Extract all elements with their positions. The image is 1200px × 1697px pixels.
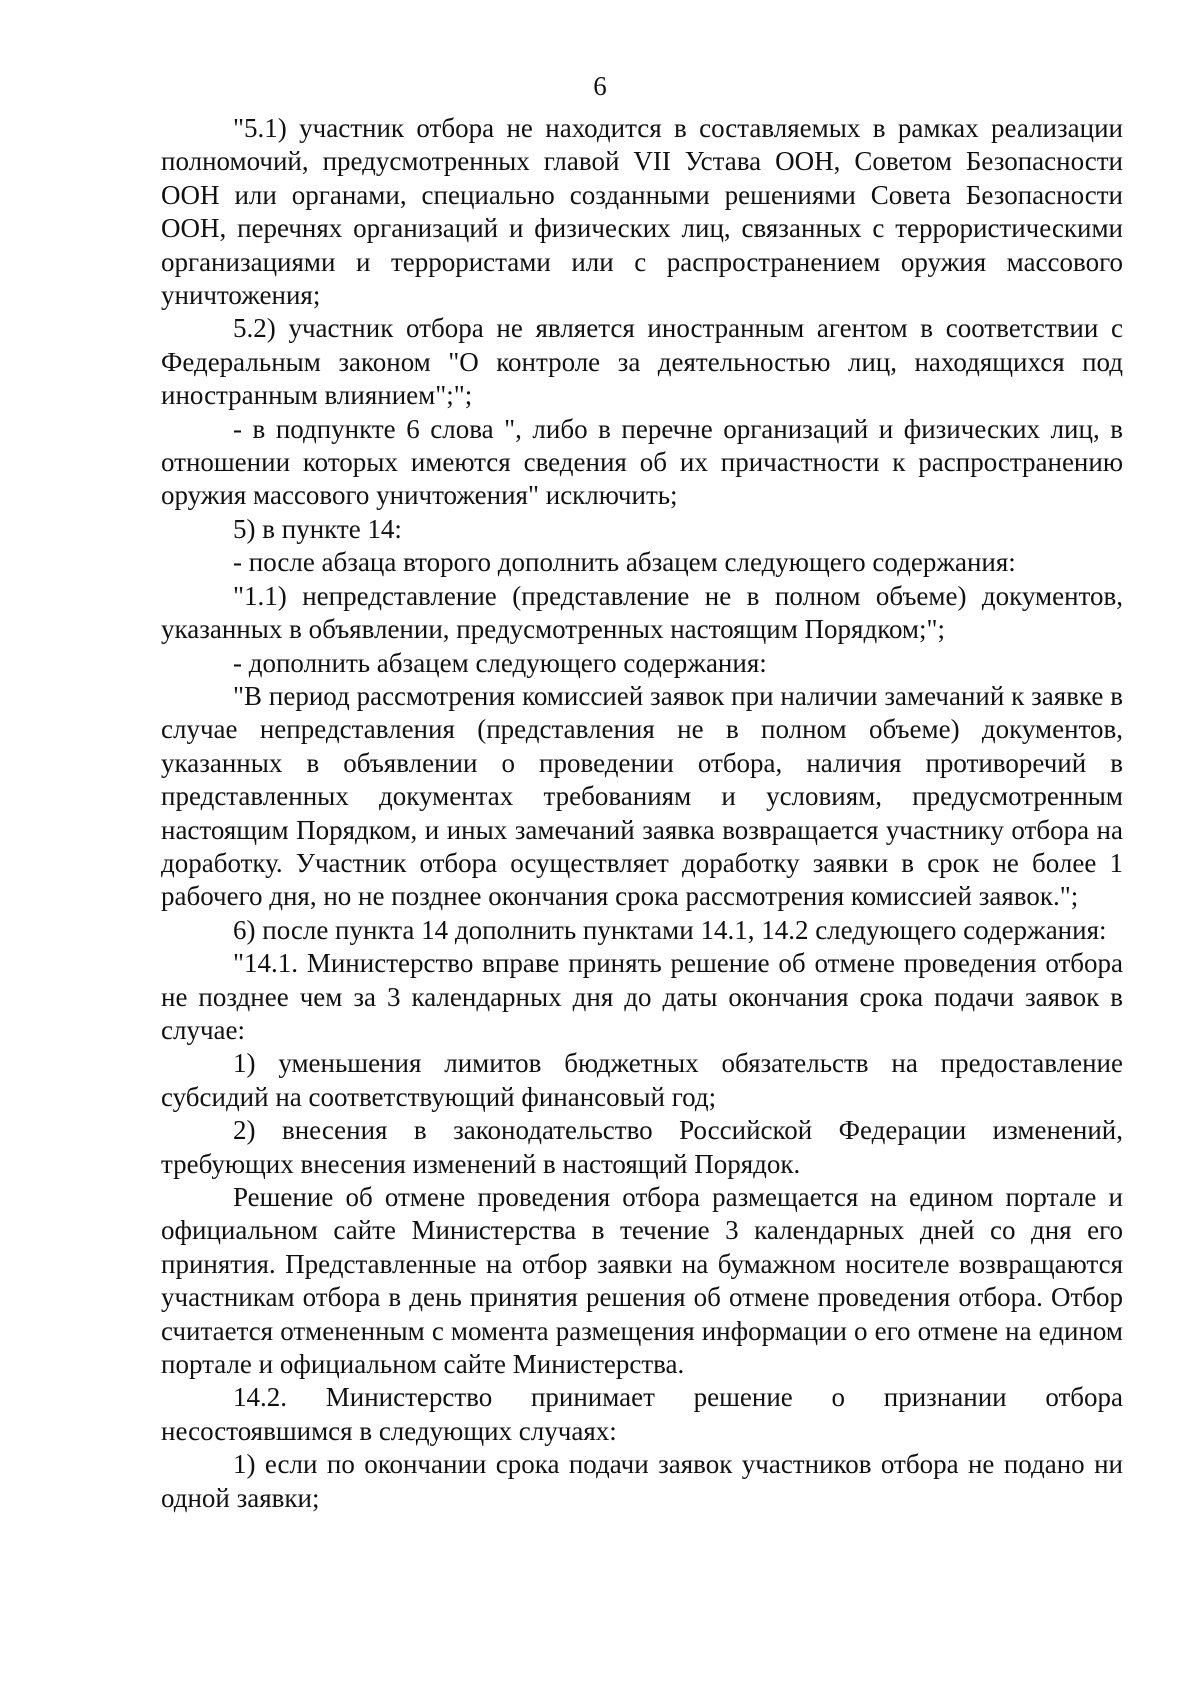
paragraph-1-1: "1.1) непредставление (представление не в полном объеме) документов, указанных в объявлении, предусмотренных настоящим Порядком;"; xyxy=(161,580,1123,645)
paragraph-review-period: "В период рассмотрения комиссией заявок при наличии замечаний к заявке в случае непредставления (представления не в полном объеме) документов, указанных в объявлении о проведении отбора, наличия противоречий в представленных документах требованиям и условиям, предусмотренным настоящим Порядком, и иных замечаний заявка возвращается участнику отбора на доработку. Участник отбора осуществляет доработку заявки в срок не более 1 рабочего дня, но не позднее окончания срока рассмотрения комиссией заявок."; xyxy=(161,680,1123,912)
paragraph-5-2: 5.2) участник отбора не является иностранным агентом в соответствии с Федеральным законом "О контроле за деятельностью лиц, находящихся под иностранным влиянием";"; xyxy=(161,313,1123,411)
page-number: 6 xyxy=(593,71,607,101)
paragraph-cancellation-decision: Решение об отмене проведения отбора размещается на едином портале и официальном сайте Министерства в течение 3 календарных дней со дня его принятия. Представленные на отбор заявки на бумажном носителе возвращаются участникам отбора в день принятия решения об отмене проведения отбора. Отбор считается отмененным с момента размещения информации о его отмене на едином портале и официальном сайте Министерства. xyxy=(161,1182,1123,1380)
paragraph-14-1: "14.1. Министерство вправе принять решение об отмене проведения отбора не позднее чем за 3 календарных дня до даты окончания срока подачи заявок в случае: xyxy=(161,948,1123,1045)
paragraph-5-1: "5.1) участник отбора не находится в составляемых в рамках реализации полномочий, предусмотренных главой VII Устава ООН, Советом Безопасности ООН или органами, специально созданными решениями Совета Безопасности ООН, перечнях организаций и физических лиц, связанных с террористическими организациями и террористами или с распространением оружия массового уничтожения; xyxy=(161,113,1123,311)
paragraph-14-1-case-2: 2) внесения в законодательство Российской Федерации изменений, требующих внесения изменений в настоящий Порядок. xyxy=(161,1115,1123,1179)
paragraph-subpoint-6: - в подпункте 6 слова ", либо в перечне организаций и физических лиц, в отношении которых имеются сведения об их причастности к распространению оружия массового уничтожения" исключить; xyxy=(161,413,1123,511)
paragraph-14-2: 14.2. Министерство принимает решение о признании отбора несостоявшимся в следующих случаях: xyxy=(161,1382,1123,1446)
paragraph-item-5: 5) в пункте 14: xyxy=(233,513,402,544)
paragraph-after-second: - после абзаца второго дополнить абзацем следующего содержания: xyxy=(233,547,1016,578)
paragraph-supplement: - дополнить абзацем следующего содержания: xyxy=(233,647,767,678)
paragraph-14-2-case-1: 1) если по окончании срока подачи заявок участников отбора не подано ни одной заявки; xyxy=(161,1449,1123,1513)
document-body xyxy=(161,112,1123,1515)
paragraph-14-1-case-1: 1) уменьшения лимитов бюджетных обязательств на предоставление субсидий на соответствующий финансовый год; xyxy=(161,1048,1123,1112)
paragraph-item-6: 6) после пункта 14 дополнить пунктами 14.1, 14.2 следующего содержания: xyxy=(233,914,1107,945)
